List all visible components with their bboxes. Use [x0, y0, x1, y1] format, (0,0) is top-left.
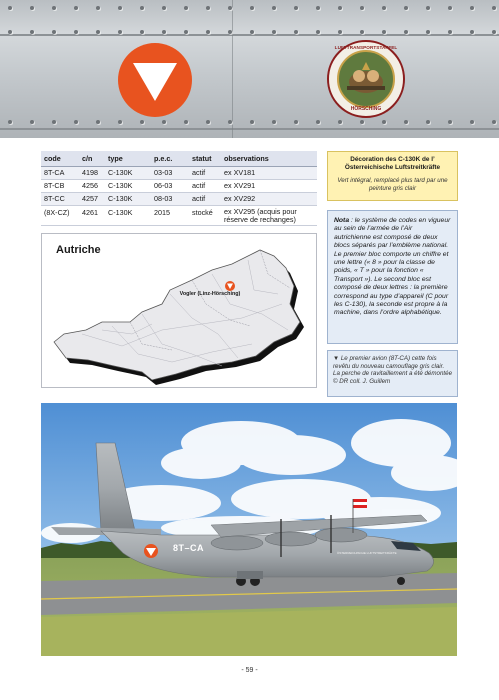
table-cell: stocké [189, 205, 221, 225]
rivet [162, 30, 166, 34]
rivet [294, 6, 298, 10]
table-cell: 8T-CB [41, 179, 79, 192]
table-cell: C-130K [105, 192, 151, 205]
table-cell: 2015 [151, 205, 189, 225]
table-row [41, 192, 317, 205]
rivet [184, 30, 188, 34]
rivet [96, 30, 100, 34]
squadron-patch-icon [327, 40, 405, 118]
table-row [41, 205, 317, 225]
rivet [250, 30, 254, 34]
column-header: statut [189, 151, 221, 166]
column-header: code [41, 151, 79, 166]
rivet [30, 6, 34, 10]
rivet [206, 120, 210, 124]
location-label: Vogler (Linz-Hörsching) [179, 291, 241, 297]
aircraft-photo [41, 403, 457, 656]
column-header: observations [221, 151, 317, 166]
rivet [448, 30, 452, 34]
rivet [250, 6, 254, 10]
rivet [162, 6, 166, 10]
rivet [404, 6, 408, 10]
rivet [52, 6, 56, 10]
rivet [250, 120, 254, 124]
austria-outline [42, 234, 316, 387]
table-cell: (8X-CZ) [41, 205, 79, 225]
column-header: type [105, 151, 151, 166]
rivet [360, 120, 364, 124]
table-cell: C-130K [105, 166, 151, 179]
rivet [382, 30, 386, 34]
rivet [74, 120, 78, 124]
rivet [8, 6, 12, 10]
rivet [8, 120, 12, 124]
column-header: p.e.c. [151, 151, 189, 166]
patch-bottom-text: HÖRSCHING [350, 106, 382, 112]
rivet [316, 6, 320, 10]
table-cell: 4257 [79, 192, 105, 205]
decoration-box [327, 151, 458, 201]
table-cell: 8T-CA [41, 166, 79, 179]
map-title: Autriche [56, 244, 101, 256]
rivet [272, 30, 276, 34]
table-cell: 03-03 [151, 166, 189, 179]
rivet [52, 120, 56, 124]
rivet [382, 6, 386, 10]
table-cell: actif [189, 192, 221, 205]
rivet [426, 6, 430, 10]
rivet [470, 6, 474, 10]
rivet [140, 120, 144, 124]
rivet [470, 120, 474, 124]
austrian-air-force-roundel-icon [118, 43, 192, 117]
rivet [360, 6, 364, 10]
rivet [360, 30, 364, 34]
rivet [8, 30, 12, 34]
table-cell: ex XV292 [221, 192, 317, 205]
rivet [140, 30, 144, 34]
rivet [206, 6, 210, 10]
table-row [41, 166, 317, 179]
austria-map [41, 233, 317, 388]
patch-top-text: LUFTTRANSPORTSTAFFEL [334, 45, 398, 50]
note-box [327, 210, 458, 344]
rivet [118, 30, 122, 34]
rivet [162, 120, 166, 124]
rivet [426, 30, 430, 34]
page-number: - 59 - [241, 667, 258, 674]
table-cell: 06-03 [151, 179, 189, 192]
rivet [426, 120, 430, 124]
table-cell: 4256 [79, 179, 105, 192]
rivet [96, 120, 100, 124]
rivet [118, 120, 122, 124]
patch-emblem [337, 50, 395, 108]
fleet-table [41, 151, 317, 226]
rivet [206, 30, 210, 34]
table-cell: actif [189, 166, 221, 179]
rivet [492, 120, 496, 124]
metal-banner [0, 0, 499, 138]
column-header: c/n [79, 151, 105, 166]
rivet [272, 6, 276, 10]
rivet [404, 120, 408, 124]
rivet [228, 30, 232, 34]
rivet [492, 6, 496, 10]
rivet [404, 30, 408, 34]
rivet [52, 30, 56, 34]
table-cell: ex XV295 (acquis pour réserve de rechanges) [221, 205, 317, 225]
decoration-subtitle: Vert intégral, remplacé plus tard par une peinture gris clair [337, 177, 448, 192]
rivet [228, 6, 232, 10]
table-cell: 4198 [79, 166, 105, 179]
rivet [272, 120, 276, 124]
panel-seam [0, 34, 499, 36]
rivet [448, 6, 452, 10]
table-cell: 08-03 [151, 192, 189, 205]
note-text: : le système de codes en vigueur au sein de l’armée de l’Air autrichienne est composé de deux blocs séparés par l’emblème national. Le premier bloc comporte un chiffre et une lettre (« 8 » pour la classe de poids, « T » pour la fonction « Transport »). Le second bloc est composé de deux lettres : la première correspond au type d’appareil (C pour les C-130), la seconde est propre à la machine, dans l’ordre alphabétique. [334, 217, 451, 317]
rivet [338, 30, 342, 34]
table-cell: ex XV181 [221, 166, 317, 179]
rivet [96, 6, 100, 10]
panel-line [232, 0, 233, 138]
rivet [470, 30, 474, 34]
rivet [294, 30, 298, 34]
caption-arrow-icon: ▼ [333, 355, 340, 362]
decoration-title: Décoration des C-130K de l’ Österreichische Luftstreitkräfte [344, 156, 441, 171]
table-row [41, 179, 317, 192]
rivet [184, 120, 188, 124]
table-cell: actif [189, 179, 221, 192]
fuselage-text: ÖSTERREICHISCHE LUFTSTREITKRÄFTE [337, 551, 397, 555]
table-header-row [41, 151, 317, 166]
photo-caption [327, 350, 458, 397]
rivet [118, 6, 122, 10]
rivet [228, 120, 232, 124]
table-cell: C-130K [105, 205, 151, 225]
rivet [338, 6, 342, 10]
rivet [382, 120, 386, 124]
rivet [316, 30, 320, 34]
rivet [294, 120, 298, 124]
rivet [184, 6, 188, 10]
rivet [316, 120, 320, 124]
table-cell: 4261 [79, 205, 105, 225]
rivet [338, 120, 342, 124]
rivet [74, 6, 78, 10]
rivet [30, 120, 34, 124]
aircraft-code-text: 8T–CA [173, 543, 205, 553]
table-cell: ex XV291 [221, 179, 317, 192]
panel-seam [0, 128, 499, 130]
rivet [492, 30, 496, 34]
rivet [30, 30, 34, 34]
rivet [140, 6, 144, 10]
note-label: Nota [334, 217, 350, 224]
table-cell: 8T-CC [41, 192, 79, 205]
table-cell: C-130K [105, 179, 151, 192]
caption-text: Le premier avion (8T-CA) cette fois revêtu du nouveau camouflage gris clair. La perche de ravitaillement a été démontée © DR coll. J. Guillem [333, 355, 453, 385]
rivet [448, 120, 452, 124]
rivet [74, 30, 78, 34]
